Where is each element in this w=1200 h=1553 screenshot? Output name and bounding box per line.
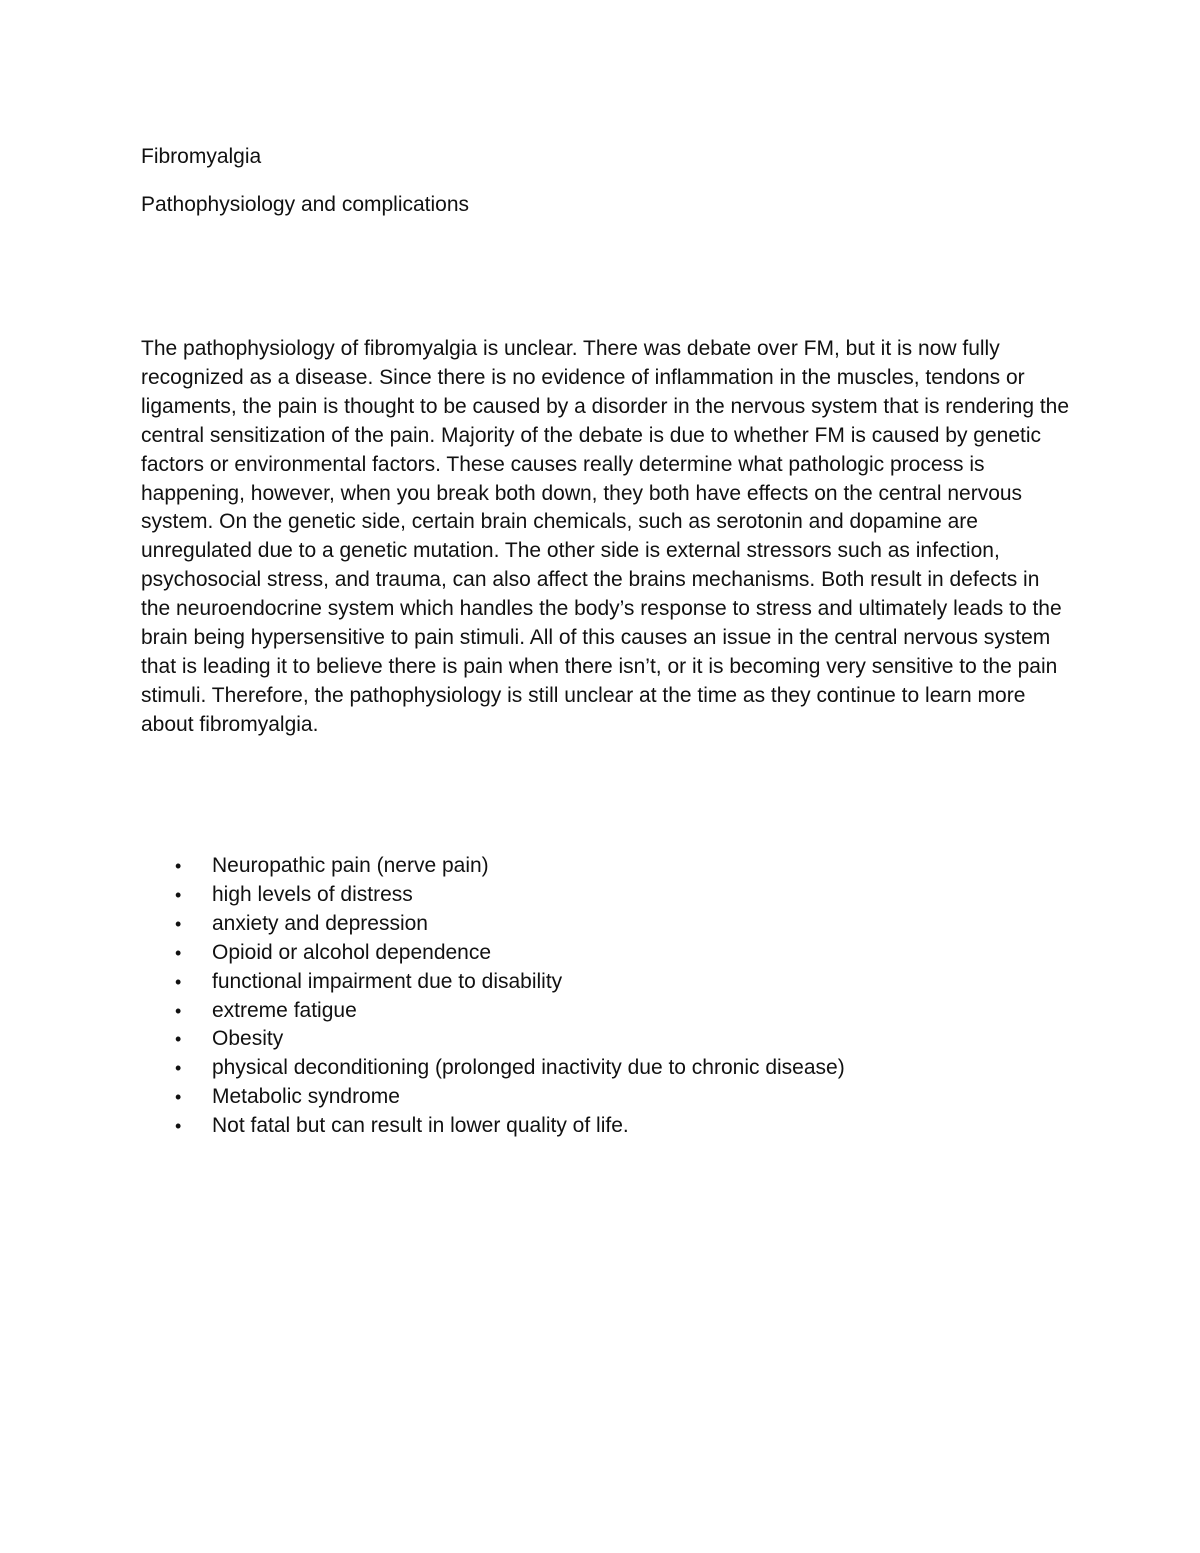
list-item xyxy=(141,1025,845,1054)
bullet-icon: • xyxy=(175,856,182,876)
bullet-icon: • xyxy=(175,1000,182,1021)
list-item-text: Obesity xyxy=(212,1027,284,1051)
list-item-text: high levels of distress xyxy=(212,882,413,906)
list-item xyxy=(141,1112,845,1141)
bullet-icon: • xyxy=(175,913,182,934)
bullet-icon: • xyxy=(175,884,182,905)
list-item xyxy=(141,1083,845,1112)
list-item-text: Not fatal but can result in lower quality of life. xyxy=(212,1114,629,1138)
bullet-icon: • xyxy=(175,1116,182,1137)
list-item xyxy=(141,1054,845,1083)
list-item-text: Opioid or alcohol dependence xyxy=(212,940,492,964)
bullet-icon: • xyxy=(175,1058,182,1079)
list-item xyxy=(141,881,845,910)
list-item xyxy=(141,939,845,968)
bullet-icon: • xyxy=(175,1087,182,1108)
list-item-text: Metabolic syndrome xyxy=(212,1085,400,1109)
list-item xyxy=(141,910,845,939)
pathophysiology-paragraph: The pathophysiology of fibromyalgia is unclear. There was debate over FM, but it is now fully recognized as a disease. Since there is no evidence of inflammation in the muscles, tendons or ligaments, the pain is thought to be caused by a disorder in the nervous system that is rendering the central sensitization of the pain. Majority of the debate is due to whether FM is caused by genetic factors or environmental factors. These causes really determine what pathologic process is happening, however, when you break both down, they both have effects on the central nervous system. On the genetic side, certain brain chemicals, such as serotonin and dopamine are unregulated due to a genetic mutation. The other side is external stressors such as infection, psychosocial stress, and trauma, can also affect the brains mechanisms. Both result in defects in the neuroendocrine system which handles the body’s response to stress and ultimately leads to the brain being hypersensitive to pain stimuli. All of this causes an issue in the central nervous system that is leading it to believe there is pain when there isn’t, or it is becoming very sensitive to the pain stimuli. Therefore, the pathophysiology is still unclear at the time as they continue to learn more about fibromyalgia. xyxy=(141,337,1070,736)
list-item-text: Neuropathic pain (nerve pain) xyxy=(212,854,489,877)
list-item-text: extreme fatigue xyxy=(212,998,357,1022)
list-item-text: functional impairment due to disability xyxy=(212,969,563,993)
bullet-icon: • xyxy=(175,971,182,992)
list-item xyxy=(141,997,845,1026)
bullet-icon: • xyxy=(175,1029,182,1050)
complications-list xyxy=(141,852,845,1141)
document-title: Fibromyalgia xyxy=(141,145,262,168)
list-item-text: physical deconditioning (prolonged inactivity due to chronic disease) xyxy=(212,1056,845,1080)
list-item xyxy=(141,852,845,881)
list-item xyxy=(141,968,845,997)
bullet-icon: • xyxy=(175,942,182,963)
list-item-text: anxiety and depression xyxy=(212,911,428,935)
document-subtitle: Pathophysiology and complications xyxy=(141,193,470,216)
